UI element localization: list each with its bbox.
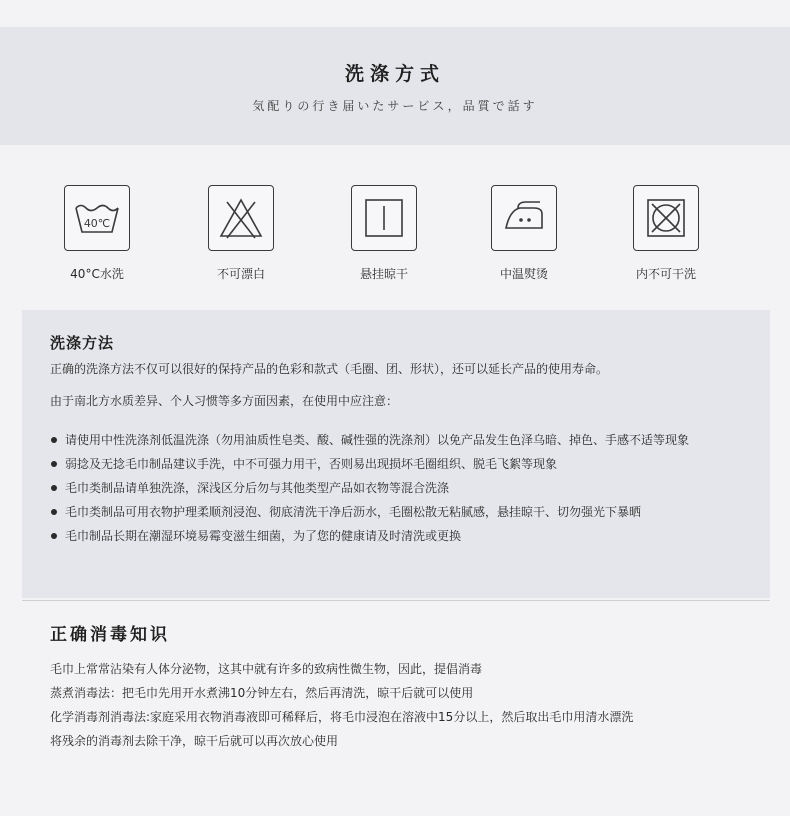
wash-tub-text: 40℃ bbox=[83, 217, 111, 230]
no-tumble-dry-icon bbox=[633, 185, 699, 251]
method-list bbox=[50, 428, 750, 548]
list-item: 弱捻及无捻毛巾制品建议手洗，中不可强力用干，否则易出现损坏毛圈组织、脱毛飞絮等现象 bbox=[50, 452, 750, 476]
care-item-iron bbox=[469, 185, 579, 282]
care-label-hang: 悬挂晾干 bbox=[359, 267, 408, 281]
disinfect-title: 正确消毒知识 bbox=[50, 625, 170, 645]
method-intro-1: 正确的洗涤方法不仅可以很好的保持产品的色彩和款式（毛圈、团、形状），还可以延长产品的使用寿命。 bbox=[50, 362, 609, 376]
disinfect-line: 化学消毒剂消毒法:家庭采用衣物消毒液即可稀释后，将毛巾浸泡在溶液中15分以上，然后取出毛巾用清水漂洗 bbox=[50, 710, 634, 724]
care-item-dry bbox=[611, 185, 721, 282]
header-banner bbox=[0, 27, 790, 145]
list-item: 毛巾类制品可用衣物护理柔顺剂浸泡、彻底清洗干净后沥水，毛圈松散无粘腻感，悬挂晾干、切勿强光下暴晒 bbox=[50, 500, 750, 524]
no-bleach-icon bbox=[208, 185, 274, 251]
disinfect-line: 蒸煮消毒法：把毛巾先用开水煮沸10分钟左右，然后再清洗，晾干后就可以使用 bbox=[50, 686, 474, 700]
page-subtitle: 気配りの行き届いたサービス，品質で話す bbox=[252, 99, 538, 113]
wash-40c-icon bbox=[64, 185, 130, 251]
care-label-wash: 40°C水洗 bbox=[70, 267, 124, 281]
care-item-wash bbox=[42, 185, 152, 282]
care-item-bleach bbox=[186, 185, 296, 282]
disinfect-line: 将残余的消毒剂去除干净，晾干后就可以再次放心使用 bbox=[50, 734, 339, 748]
method-title: 洗涤方法 bbox=[50, 334, 115, 352]
method-intro-2: 由于南北方水质差异、个人习惯等多方面因素，在使用中应注意： bbox=[50, 394, 399, 408]
list-item: 毛巾制品长期在潮湿环境易霉变滋生细菌，为了您的健康请及时清洗或更换 bbox=[50, 524, 750, 548]
medium-iron-icon bbox=[491, 185, 557, 251]
care-label-iron: 中温熨烫 bbox=[499, 267, 548, 281]
hang-dry-icon bbox=[351, 185, 417, 251]
list-item: 请使用中性洗涤剂低温洗涤（勿用油质性皂类、酸、碱性强的洗涤剂）以免产品发生色泽乌暗、掉色、手感不适等现象 bbox=[50, 428, 750, 452]
wash-method-panel bbox=[22, 310, 770, 598]
care-label-dry: 内不可干洗 bbox=[635, 267, 696, 281]
section-divider bbox=[22, 600, 770, 601]
care-label-bleach: 不可漂白 bbox=[216, 267, 265, 281]
care-item-hang bbox=[329, 185, 439, 282]
care-icons-row bbox=[0, 185, 790, 285]
page-title: 洗涤方式 bbox=[344, 63, 445, 85]
disinfect-line: 毛巾上常常沾染有人体分泌物，这其中就有许多的致病性微生物，因此，提倡消毒 bbox=[50, 662, 483, 676]
list-item: 毛巾类制品请单独洗涤，深浅区分后勿与其他类型产品如衣物等混合洗涤 bbox=[50, 476, 750, 500]
